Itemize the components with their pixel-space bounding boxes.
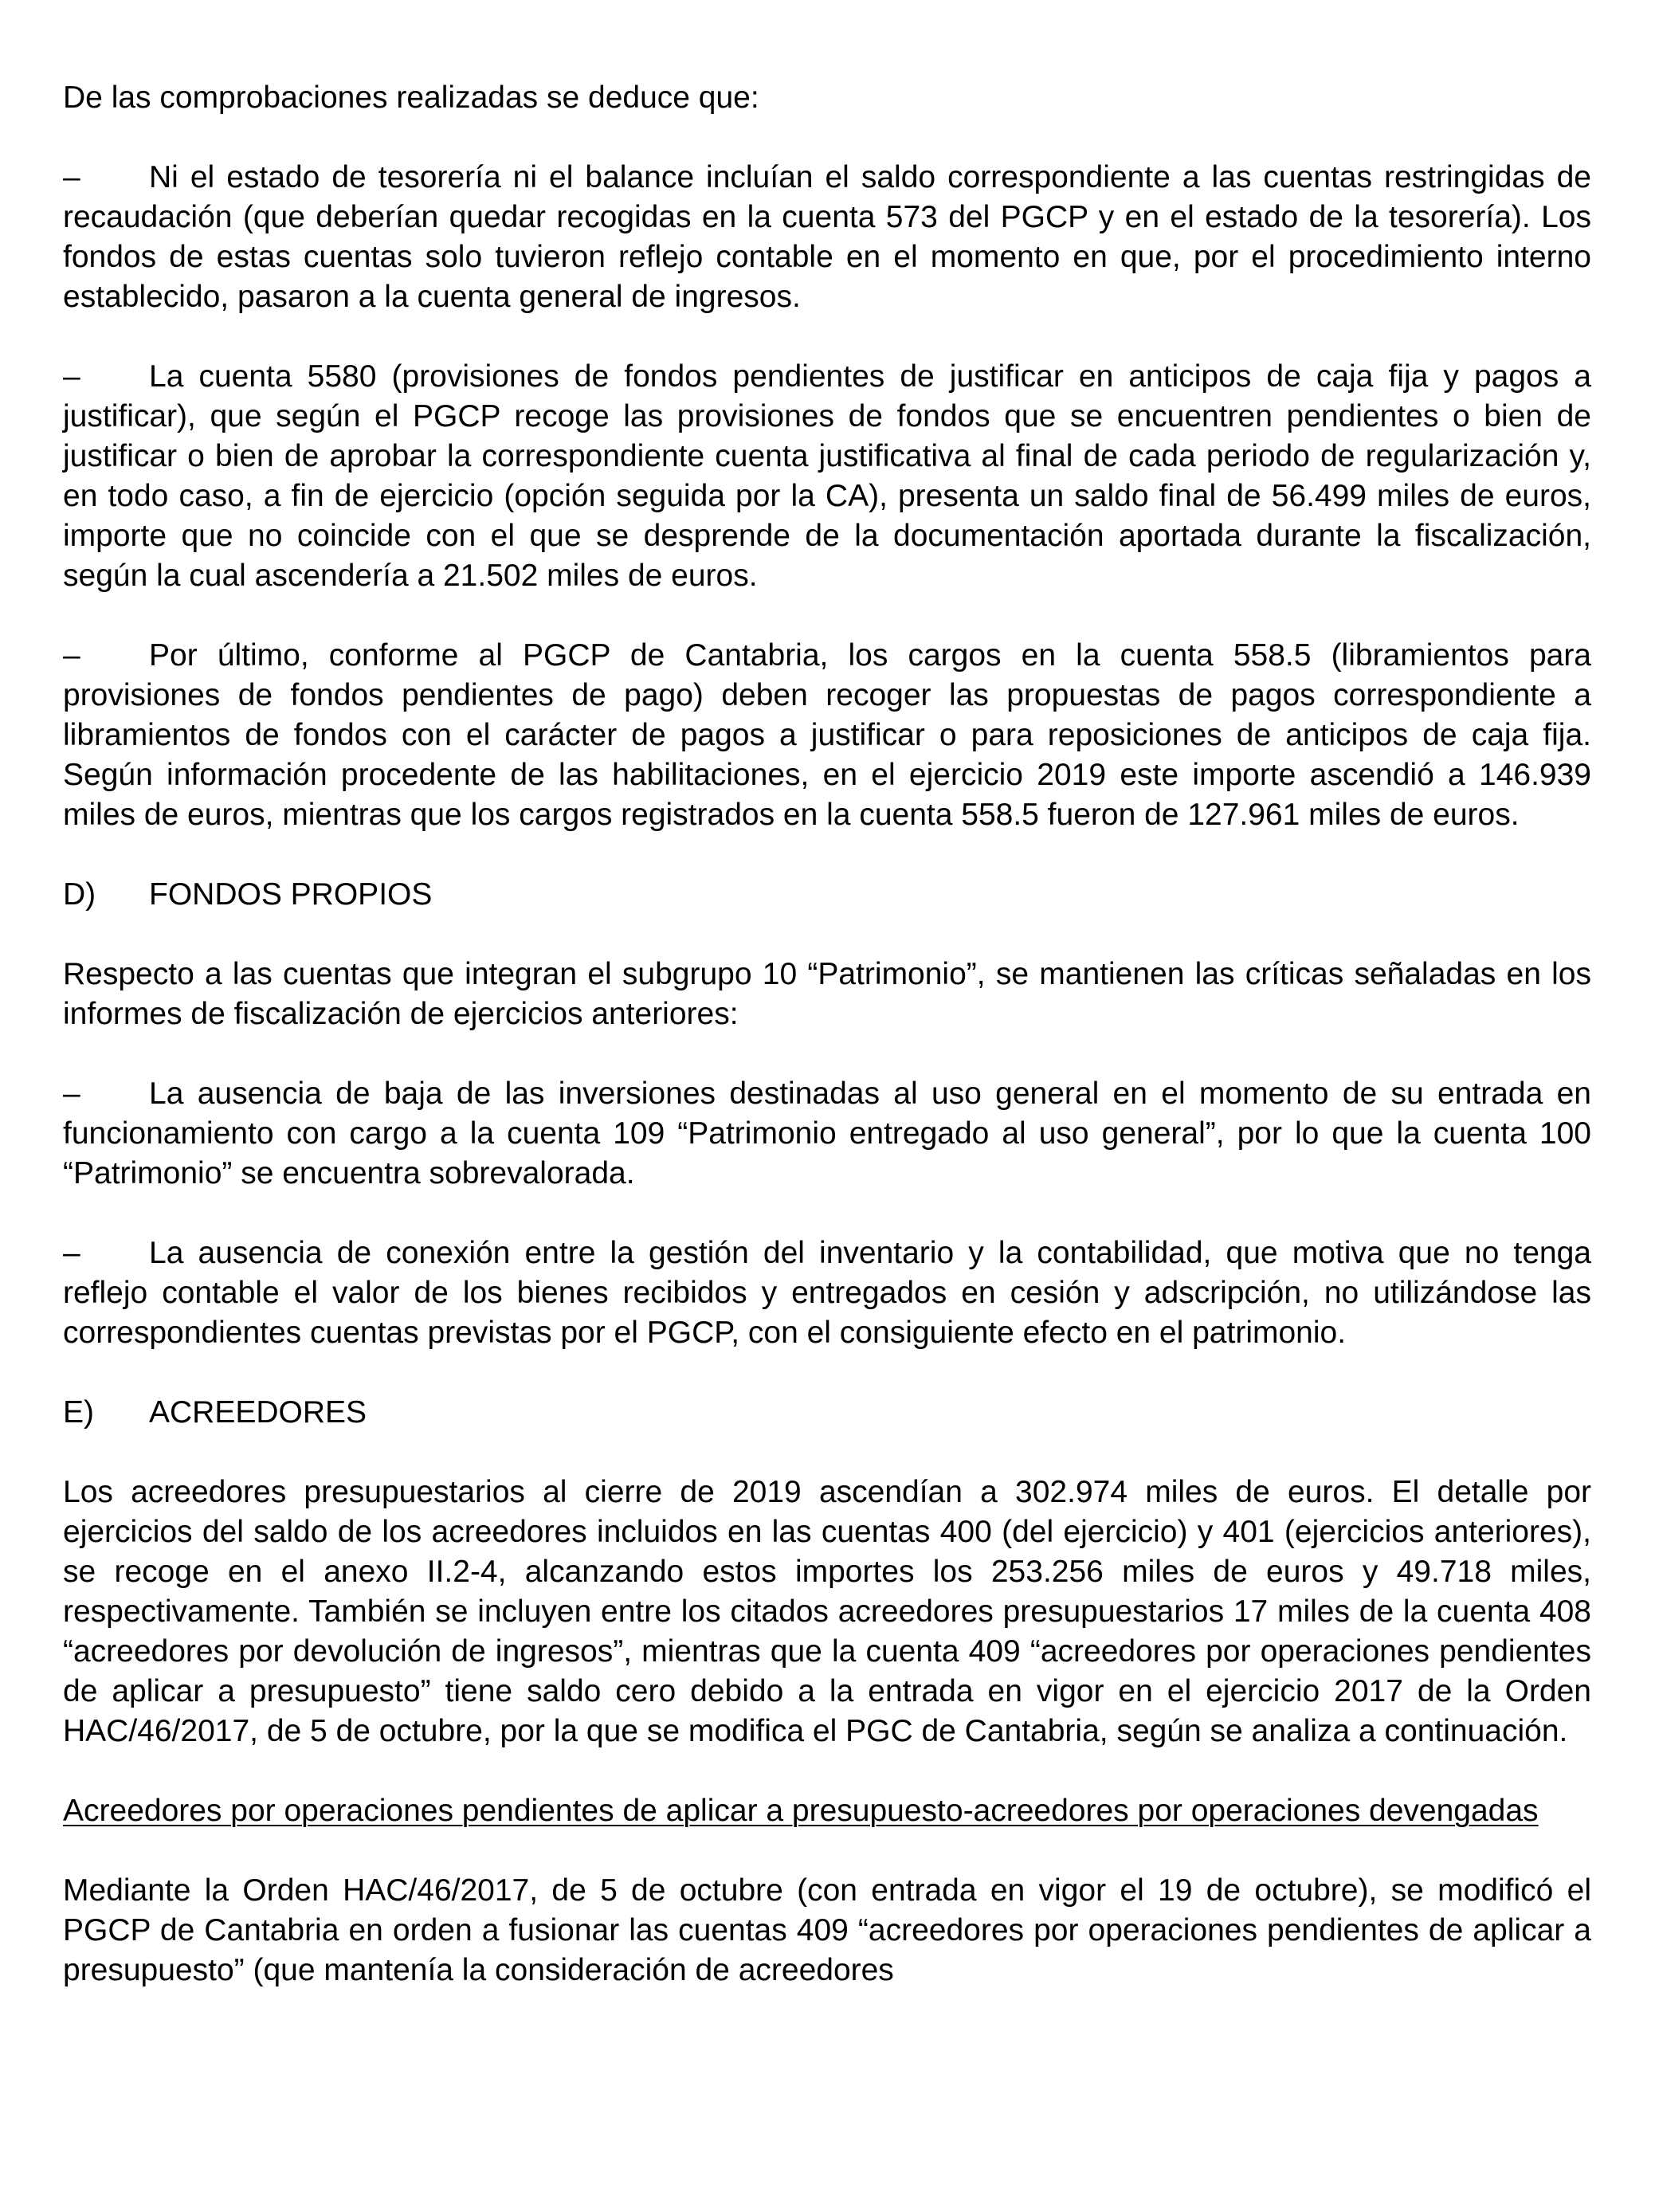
list-item-text: La ausencia de conexión entre la gestión del inventario y la contabilidad, que motiva que no tenga reflejo contable el valor de los bienes recibidos y entregados en cesión y adscripción, no utilizándose las correspondientes cuentas previstas por el PGCP, con el consiguiente efecto en el patrimonio. (63, 1236, 1591, 1350)
intro-paragraph: De las comprobaciones realizadas se deduce que: (63, 80, 759, 115)
bullet-dash: – (63, 359, 80, 394)
subheading: Acreedores por operaciones pendientes de aplicar a presupuesto-acreedores por operaciones devengadas (63, 1794, 1539, 1828)
list-item (63, 1074, 1591, 1194)
list-item (63, 1233, 1591, 1353)
bullet-dash: – (63, 1077, 80, 1111)
section-heading-e (63, 1393, 1591, 1433)
list-item (63, 357, 1591, 596)
list-item (63, 158, 1591, 317)
list-item (63, 636, 1591, 835)
bullet-dash: – (63, 160, 80, 194)
bullet-dash: – (63, 638, 80, 673)
section-heading-d (63, 875, 1591, 915)
section-letter: E) (63, 1395, 94, 1430)
section-d-intro: Respecto a las cuentas que integran el subgrupo 10 “Patrimonio”, se mantienen las críticas señaladas en los informes de fiscalización de ejercicios anteriores: (63, 957, 1591, 1031)
list-item-text: La ausencia de baja de las inversiones destinadas al uso general en el momento de su entrada en funcionamiento con cargo a la cuenta 109 “Patrimonio entregado al uso general”, por lo que la cuenta 100 “Patrimonio” se encuentra sobrevalorada. (63, 1077, 1591, 1190)
document-page (63, 78, 1591, 1990)
section-letter: D) (63, 877, 96, 912)
final-paragraph: Mediante la Orden HAC/46/2017, de 5 de octubre (con entrada en vigor el 19 de octubre), se modificó el PGCP de Cantabria en orden a fusionar las cuentas 409 “acreedores por operaciones pendientes de aplicar a presupuesto” (que mantenía la consideración de acreedores (63, 1873, 1591, 1987)
bullet-dash: – (63, 1236, 80, 1270)
section-title: FONDOS PROPIOS (149, 877, 433, 912)
section-e-paragraph: Los acreedores presupuestarios al cierre de 2019 ascendían a 302.974 miles de euros. El detalle por ejercicios del saldo de los acreedores incluidos en las cuentas 400 (del ejercicio) y 401 (ejercicios anteriores), se recoge en el anexo II.2-4, alcanzando estos importes los 253.256 miles de euros y 49.718 miles, respectivamente. También se incluyen entre los citados acreedores presupuestarios 17 miles de la cuenta 408 “acreedores por devolución de ingresos”, mientras que la cuenta 409 “acreedores por operaciones pendientes de aplicar a presupuesto” tiene saldo cero debido a la entrada en vigor en el ejercicio 2017 de la Orden HAC/46/2017, de 5 de octubre, por la que se modifica el PGC de Cantabria, según se analiza a continuación. (63, 1475, 1591, 1748)
list-item-text: Por último, conforme al PGCP de Cantabria, los cargos en la cuenta 558.5 (libramientos para provisiones de fondos pendientes de pago) deben recoger las propuestas de pagos correspondiente a libramientos de fondos con el carácter de pagos a justificar o para reposiciones de anticipos de caja fija. Según información procedente de las habilitaciones, en el ejercicio 2019 este importe ascendió a 146.939 miles de euros, mientras que los cargos registrados en la cuenta 558.5 fueron de 127.961 miles de euros. (63, 638, 1591, 832)
list-item-text: La cuenta 5580 (provisiones de fondos pendientes de justificar en anticipos de caja fija y pagos a justificar), que según el PGCP recoge las provisiones de fondos que se encuentren pendientes o bien de justificar o bien de aprobar la correspondiente cuenta justificativa al final de cada periodo de regularización y, en todo caso, a fin de ejercicio (opción seguida por la CA), presenta un saldo final de 56.499 miles de euros, importe que no coincide con el que se desprende de la documentación aportada durante la fiscalización, según la cual ascendería a 21.502 miles de euros. (63, 359, 1591, 593)
section-title: ACREEDORES (149, 1395, 367, 1430)
list-item-text: Ni el estado de tesorería ni el balance incluían el saldo correspondiente a las cuentas restringidas de recaudación (que deberían quedar recogidas en la cuenta 573 del PGCP y en el estado de la tesorería). Los fondos de estas cuentas solo tuvieron reflejo contable en el momento en que, por el procedimiento interno establecido, pasaron a la cuenta general de ingresos. (63, 160, 1591, 314)
